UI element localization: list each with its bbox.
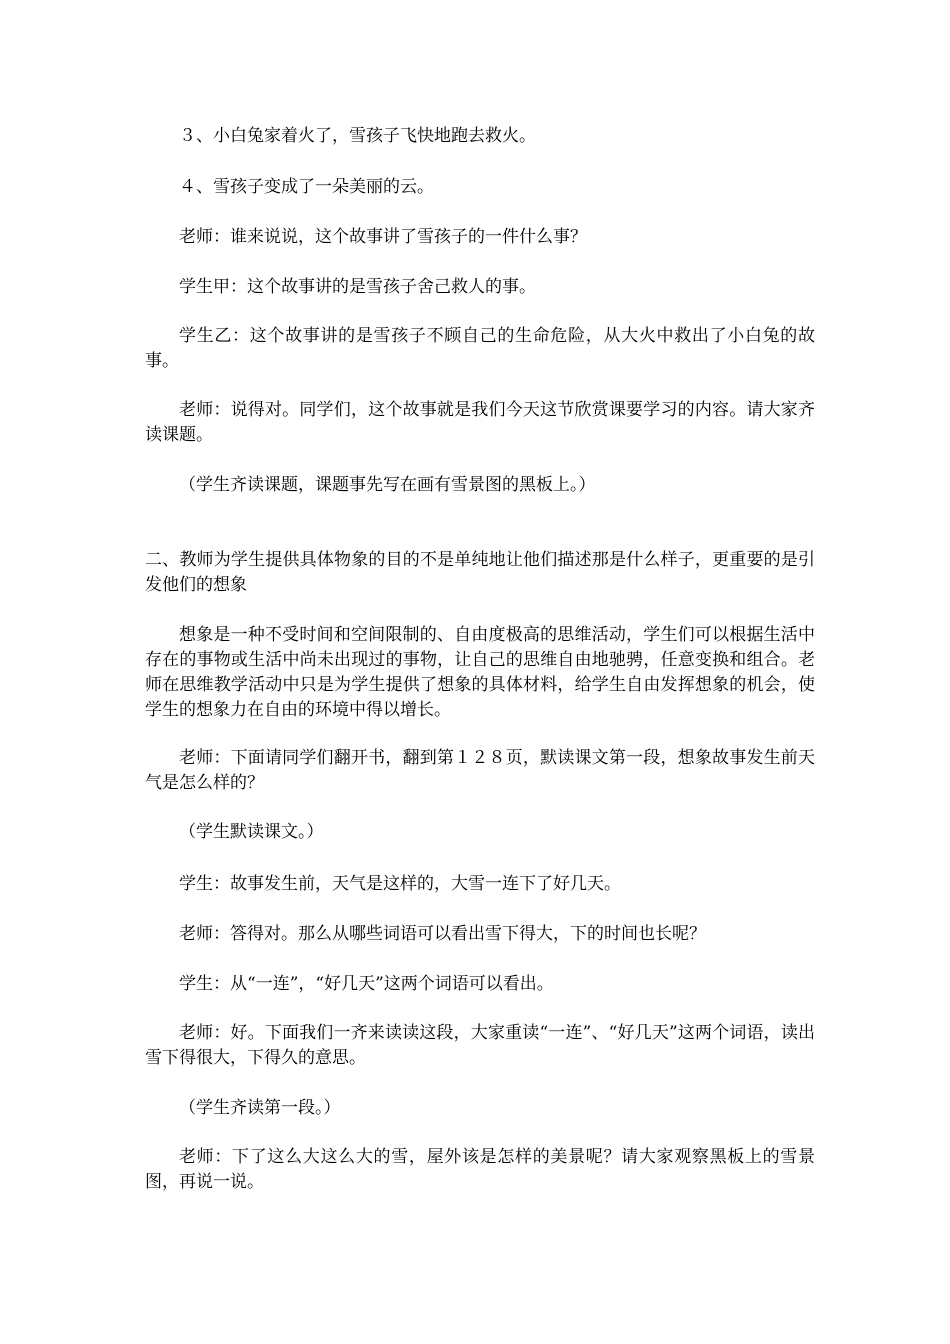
- list-item-step-3: ３、小白兔家着火了，雪孩子飞快地跑去救火。: [179, 126, 536, 146]
- student-words-answer: 学生：从“一连”，“好几天”这两个词语可以看出。: [179, 974, 554, 994]
- imagination-body-paragraph: 想象是一种不受时间和空间限制的、自由度极高的思维活动，学生们可以根据生活中存在的事物或生活中尚未出现过的事物，让自己的思维自由地驰骋，任意变换和组合。老师在思维教学活动中只是为学生提供了想象的具体材料，给学生自由发挥想象的机会，使学生的想象力在自由的环境中得以增长。: [145, 625, 815, 720]
- teacher-instruction-paragraph: 老师：下面请同学们翻开书，翻到第１２８页，默读课文第一段，想象故事发生前天气是怎么样的？: [145, 748, 815, 793]
- teacher-read-aloud-paragraph: 老师：好。下面我们一齐来读读这段，大家重读“一连”、“好几天”这两个词语，读出雪下得很大，下得久的意思。: [145, 1023, 815, 1068]
- teacher-snow-scene-paragraph: 老师：下了这么大这么大的雪，屋外该是怎样的美景呢？请大家观察黑板上的雪景图，再说一说。: [145, 1147, 815, 1192]
- student-a-answer-paragraph: 学生甲：这个故事讲的是雪孩子舍己救人的事。: [179, 277, 536, 297]
- teacher-words-question: 老师：答得对。那么从哪些词语可以看出雪下得大，下的时间也长呢？: [179, 924, 706, 944]
- teacher-response-paragraph: 老师：说得对。同学们，这个故事就是我们今天这节欣赏课要学习的内容。请大家齐读课题。: [145, 400, 815, 445]
- list-item-step-4: ４、雪孩子变成了一朵美丽的云。: [179, 177, 434, 197]
- teacher-question-paragraph: 老师：谁来说说，这个故事讲了雪孩子的一件什么事？: [179, 227, 587, 247]
- stage-note-paragraph: （学生齐读课题，课题事先写在画有雪景图的黑板上。）: [179, 475, 596, 495]
- stage-note-silent-reading: （学生默读课文。）: [179, 822, 324, 842]
- section-heading-2: 二、教师为学生提供具体物象的目的不是单纯地让他们描述那是什么样子，更重要的是引发他们的想象: [145, 550, 815, 595]
- student-b-answer-paragraph: 学生乙：这个故事讲的是雪孩子不顾自己的生命危险，从大火中救出了小白兔的故事。: [145, 326, 815, 371]
- stage-note-group-reading: （学生齐读第一段。）: [179, 1098, 341, 1118]
- student-weather-answer: 学生：故事发生前，天气是这样的，大雪一连下了好几天。: [179, 874, 621, 894]
